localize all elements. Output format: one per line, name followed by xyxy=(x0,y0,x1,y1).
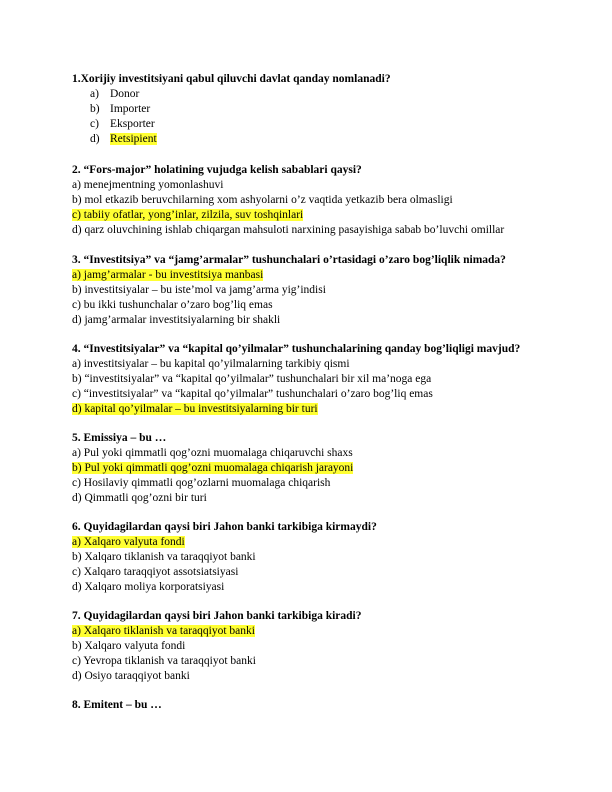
question-title: 7. Quyidagilardan qaysi biri Jahon banki tarkibiga kiradi? xyxy=(72,610,362,622)
answer-option-highlighted: d) Retsipient xyxy=(90,133,157,145)
answer-option: b) Xalqaro valyuta fondi xyxy=(72,640,186,652)
answer-option: c) “investitsiyalar” va “kapital qo’yilmalar” tushunchalari o’zaro bog’liq emas xyxy=(72,388,433,400)
question-1 xyxy=(72,72,562,147)
answer-option: c) Hosilaviy qimmatli qog’ozlarni muomalaga chiqarish xyxy=(72,477,331,489)
answer-option: a) menejmentning yomonlashuvi xyxy=(72,179,224,191)
question-6 xyxy=(72,520,562,595)
answer-option: b) Importer xyxy=(90,103,151,115)
question-5 xyxy=(72,431,562,506)
question-4 xyxy=(72,342,562,417)
question-3 xyxy=(72,253,562,328)
question-2 xyxy=(72,163,562,238)
answer-option-highlighted: a) jamg’armalar - bu investitsiya manbasi xyxy=(72,269,264,281)
answer-option: d) Xalqaro moliya korporatsiyasi xyxy=(72,581,225,593)
answer-option: c) Xalqaro taraqqiyot assotsiatsiyasi xyxy=(72,566,239,578)
answer-option: b) mol etkazib beruvchilarning xom ashyolarni o’z vaqtida yetkazib bera olmasligi xyxy=(72,194,453,206)
question-title: 4. “Investitsiyalar” va “kapital qo’yilmalar” tushunchalarining qanday bog’liqligi mavjud? xyxy=(72,343,521,355)
answer-option-highlighted: b) Pul yoki qimmatli qog’ozni muomalaga chiqarish jarayoni xyxy=(72,462,354,474)
answer-option: c) Eksporter xyxy=(90,118,155,130)
answer-option-highlighted: a) Xalqaro tiklanish va taraqqiyot banki xyxy=(72,625,255,637)
answer-option: b) investitsiyalar – bu iste’mol va jamg’arma yig’indisi xyxy=(72,284,326,296)
question-title: 1.Xorijiy investitsiyani qabul qiluvchi davlat qanday nomlanadi? xyxy=(72,73,391,85)
answer-option: d) Qimmatli qog’ozni bir turi xyxy=(72,492,207,504)
question-8 xyxy=(72,698,562,713)
answer-option: c) Yevropa tiklanish va taraqqiyot banki xyxy=(72,655,256,667)
answer-option: d) qarz oluvchining ishlab chiqargan mahsuloti narxining pasayishiga sabab bo’luvchi omillar xyxy=(72,224,505,236)
answer-option: d) jamg’armalar investitsiyalarning bir shakli xyxy=(72,314,281,326)
question-title: 5. Emissiya – bu … xyxy=(72,432,167,444)
answer-option-highlighted: a) Xalqaro valyuta fondi xyxy=(72,536,185,548)
answer-option: b) Xalqaro tiklanish va taraqqiyot banki xyxy=(72,551,256,563)
question-title: 3. “Investitsiya” va “jamg’armalar” tushunchalari o’rtasidagi o’zaro bog’liqlik nimada? xyxy=(72,254,506,266)
question-title: 2. “Fors-major” holatining vujudga kelish sabablari qaysi? xyxy=(72,164,362,176)
answer-option-highlighted: d) kapital qo’yilmalar – bu investitsiyalarning bir turi xyxy=(72,403,318,415)
answer-option: b) “investitsiyalar” va “kapital qo’yilmalar” tushunchalari bir xil ma’noga ega xyxy=(72,373,432,385)
answer-option: a) Pul yoki qimmatli qog’ozni muomalaga chiqaruvchi shaxs xyxy=(72,447,353,459)
question-title: 8. Emitent – bu … xyxy=(72,699,162,711)
question-title: 6. Quyidagilardan qaysi biri Jahon banki tarkibiga kirmaydi? xyxy=(72,521,377,533)
answer-option: d) Osiyo taraqqiyot banki xyxy=(72,670,190,682)
answer-option: a) Donor xyxy=(90,88,140,100)
answer-option: a) investitsiyalar – bu kapital qo’yilmalarning tarkibiy qismi xyxy=(72,358,350,370)
answer-option: c) bu ikki tushunchalar o’zaro bog’liq emas xyxy=(72,299,273,311)
question-7 xyxy=(72,609,562,684)
answer-option-highlighted: c) tabiiy ofatlar, yong’inlar, zilzila, suv toshqinlari xyxy=(72,209,304,221)
